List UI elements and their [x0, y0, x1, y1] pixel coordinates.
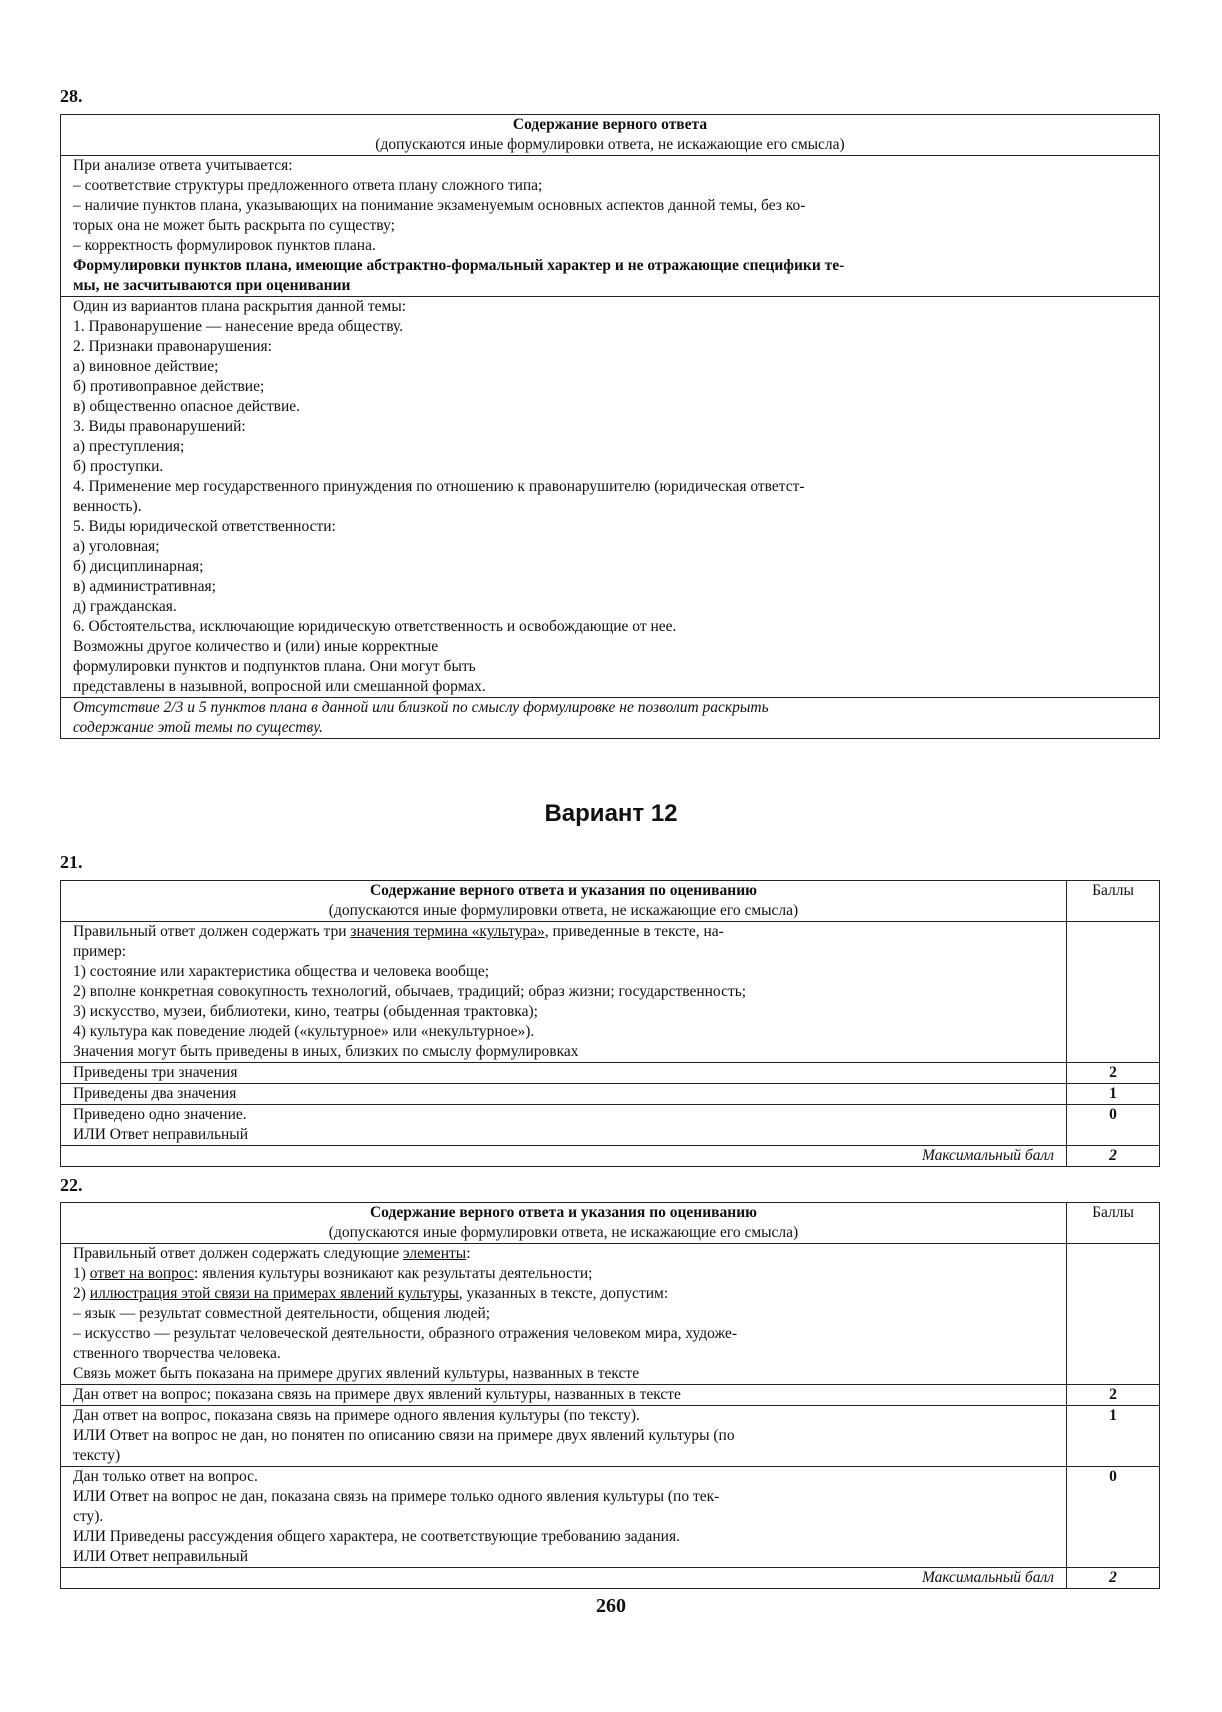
- task-28-plan: [61, 297, 1160, 698]
- task-21-max-row: [61, 1146, 1160, 1167]
- criterion-line: Дан ответ на вопрос; показана связь на примере двух явлений культуры, названных в тексте: [73, 1386, 681, 1403]
- plan-line: б) противоправное действие;: [73, 378, 265, 395]
- criterion-score: 2: [1067, 1385, 1160, 1406]
- criteria-item: – наличие пунктов плана, указывающих на понимание экзаменуемым основных аспектов данной темы, без ко-: [73, 197, 806, 214]
- answer-line: 1) состояние или характеристика общества и человека вообще;: [73, 963, 490, 980]
- task-22-criterion-row: [61, 1467, 1160, 1568]
- plan-line: а) уголовная;: [73, 538, 160, 555]
- task-22-table: [60, 1202, 1160, 1589]
- answer-line: [73, 1284, 1054, 1304]
- answer-line: [73, 922, 1054, 942]
- answer-text: , приведенные в тексте, на-: [544, 923, 724, 940]
- criterion-score: 0: [1067, 1467, 1160, 1568]
- answer-text: , указанных в тексте, допустим:: [458, 1285, 669, 1302]
- task-22-header-title: Содержание верного ответа и указания по оцениванию: [369, 1204, 757, 1221]
- answer-line: 2) вполне конкретная совокупность технологий, обычаев, традиций; образ жизни; государственность;: [73, 983, 747, 1000]
- task-22-max-row: [61, 1568, 1160, 1589]
- task-21-criterion-row: [61, 1084, 1160, 1105]
- task-22-answer-row: [61, 1244, 1160, 1385]
- plan-line: 4. Применение мер государственного принуждения по отношению к правонарушителю (юридическая ответст-: [73, 478, 805, 495]
- criterion-score: 1: [1067, 1084, 1160, 1105]
- plan-line: в) административная;: [73, 578, 216, 595]
- criterion-text: Приведены три значения: [61, 1063, 1067, 1084]
- task-22-answer: [61, 1244, 1067, 1385]
- answer-line: пример:: [73, 943, 127, 960]
- task-28-table: [60, 114, 1160, 739]
- answer-line: ственного творчества человека.: [73, 1345, 281, 1362]
- criterion-text: [61, 1105, 1067, 1146]
- task-21-answer-row: [61, 922, 1160, 1063]
- plan-line: д) гражданская.: [73, 598, 177, 615]
- plan-line: 6. Обстоятельства, исключающие юридическую ответственность и освобождающие от нее.: [73, 618, 677, 635]
- plan-line: в) общественно опасное действие.: [73, 398, 301, 415]
- task-28-number: 28.: [60, 86, 83, 106]
- criteria-bold-note: мы, не засчитываются при оценивании: [73, 277, 351, 294]
- task-21-criterion-row: [61, 1063, 1160, 1084]
- criterion-line: сту).: [73, 1508, 104, 1525]
- criterion-line: ИЛИ Ответ неправильный: [73, 1548, 249, 1565]
- task-22-header-subtitle: (допускаются иные формулировки ответа, не искажающие его смысла): [328, 1224, 799, 1241]
- answer-line: [73, 1244, 1054, 1264]
- criterion-line: тексту): [73, 1447, 121, 1464]
- answer-line: [73, 1264, 1054, 1284]
- criteria-item: торых она не может быть раскрыта по существу;: [73, 217, 395, 234]
- task-28-header-row: [61, 115, 1160, 156]
- task-28-header-subtitle: (допускаются иные формулировки ответа, не искажающие его смысла): [375, 136, 845, 153]
- plan-line: представлены в назывной, вопросной или смешанной формах.: [73, 678, 486, 695]
- criterion-line: ИЛИ Ответ неправильный: [73, 1126, 249, 1143]
- task-22-answer-score: [1067, 1244, 1160, 1385]
- italic-note-line: содержание этой темы по существу.: [73, 719, 323, 736]
- criterion-score: 2: [1067, 1063, 1160, 1084]
- task-21-header-row: [61, 881, 1160, 922]
- task-28-criteria: [61, 156, 1160, 297]
- italic-note-line: Отсутствие 2/3 и 5 пунктов плана в данной или близкой по смыслу формулировке не позволит раскрыть: [73, 699, 769, 716]
- answer-line: – искусство — результат человеческой деятельности, образного отражения человеком мира, художе-: [73, 1325, 738, 1342]
- answer-line: Значения могут быть приведены в иных, близких по смыслу формулировках: [73, 1043, 579, 1060]
- answer-line: – язык — результат совместной деятельности, общения людей;: [73, 1305, 491, 1322]
- task-21-score-header: Баллы: [1067, 881, 1160, 922]
- criterion-line: ИЛИ Ответ на вопрос не дан, но понятен по описанию связи на примере двух явлений культуры (по: [73, 1427, 735, 1444]
- task-22-criterion-row: [61, 1406, 1160, 1467]
- answer-text: 1): [73, 1265, 90, 1282]
- task-22-header: [61, 1203, 1067, 1244]
- plan-line: 1. Правонарушение — нанесение вреда обществу.: [73, 318, 404, 335]
- answer-text: : явления культуры возникают как результаты деятельности;: [193, 1265, 593, 1282]
- plan-line: 3. Виды правонарушений:: [73, 418, 246, 435]
- max-score-label: Максимальный балл: [61, 1568, 1067, 1589]
- max-score-label: Максимальный балл: [61, 1146, 1067, 1167]
- answer-underlined-text: ответ на вопрос: [89, 1265, 194, 1282]
- task-21-header-subtitle: (допускаются иные формулировки ответа, не искажающие его смысла): [328, 902, 799, 919]
- answer-text: 2): [73, 1285, 90, 1302]
- answer-text: :: [466, 1245, 471, 1262]
- plan-line: 2. Признаки правонарушения:: [73, 338, 272, 355]
- plan-line: Один из вариантов плана раскрытия данной темы:: [73, 298, 407, 315]
- answer-text: Правильный ответ должен содержать следующие: [73, 1245, 404, 1262]
- plan-line: формулировки пунктов и подпунктов плана. Они могут быть: [73, 658, 476, 675]
- criterion-score: 1: [1067, 1406, 1160, 1467]
- plan-line: Возможны другое количество и (или) иные корректные: [73, 638, 439, 655]
- task-22-header-row: [61, 1203, 1160, 1244]
- answer-underlined-text: значения термина «культура»: [350, 923, 545, 940]
- plan-line: 5. Виды юридической ответственности:: [73, 518, 336, 535]
- criterion-line: ИЛИ Приведены рассуждения общего характера, не соответствующие требованию задания.: [73, 1528, 680, 1545]
- task-28-italic-note: [61, 698, 1160, 739]
- criterion-line: Дан ответ на вопрос, показана связь на примере одного явления культуры (по тексту).: [73, 1407, 640, 1424]
- variant-title: Вариант 12: [544, 800, 678, 827]
- criterion-line: Приведено одно значение.: [73, 1106, 247, 1123]
- answer-line: Связь может быть показана на примере других явлений культуры, названных в тексте: [73, 1365, 640, 1382]
- criterion-line: ИЛИ Ответ на вопрос не дан, показана связь на примере только одного явления культуры (по тек-: [73, 1488, 720, 1505]
- max-score-value: 2: [1067, 1568, 1160, 1589]
- criterion-text: [61, 1385, 1067, 1406]
- criterion-line: Дан только ответ на вопрос.: [73, 1468, 258, 1485]
- answer-underlined-text: элементы: [403, 1245, 467, 1262]
- criteria-bold-note: Формулировки пунктов плана, имеющие абстрактно-формальный характер и не отражающие специфики те-: [73, 257, 845, 274]
- task-21-header: [61, 881, 1067, 922]
- answer-text: Правильный ответ должен содержать три: [73, 923, 351, 940]
- plan-line: а) виновное действие;: [73, 358, 219, 375]
- max-score-value: 2: [1067, 1146, 1160, 1167]
- criterion-text: [61, 1406, 1067, 1467]
- task-21-table: [60, 880, 1160, 1167]
- task-21-header-title: Содержание верного ответа и указания по оцениванию: [369, 882, 757, 899]
- plan-line: венность).: [73, 498, 142, 515]
- criteria-item: – соответствие структуры предложенного ответа плану сложного типа;: [73, 177, 543, 194]
- page-number: 260: [596, 1595, 626, 1617]
- criteria-item: – корректность формулировок пунктов плана.: [73, 237, 376, 254]
- plan-line: б) дисциплинарная;: [73, 558, 204, 575]
- answer-line: 3) искусство, музеи, библиотеки, кино, театры (обыденная трактовка);: [73, 1003, 538, 1020]
- answer-underlined-text: иллюстрация этой связи на примерах явлений культуры: [89, 1285, 459, 1302]
- task-28-criteria-row: [61, 156, 1160, 297]
- task-28-note-row: [61, 698, 1160, 739]
- criterion-text: Приведены два значения: [61, 1084, 1067, 1105]
- task-28-header: [61, 115, 1160, 156]
- task-21-answer-score: [1067, 922, 1160, 1063]
- criterion-score: 0: [1067, 1105, 1160, 1146]
- answer-line: 4) культура как поведение людей («культурное» или «некультурное»).: [73, 1023, 535, 1040]
- task-22-criterion-row: [61, 1385, 1160, 1406]
- criterion-text: [61, 1467, 1067, 1568]
- task-22-number: 22.: [60, 1175, 83, 1195]
- task-21-number: 21.: [60, 852, 83, 872]
- criteria-intro: При анализе ответа учитывается:: [73, 157, 293, 174]
- plan-line: а) преступления;: [73, 438, 185, 455]
- task-28-header-title: Содержание верного ответа: [512, 116, 708, 133]
- task-21-criterion-row: [61, 1105, 1160, 1146]
- task-22-score-header: Баллы: [1067, 1203, 1160, 1244]
- task-28-plan-row: [61, 297, 1160, 698]
- plan-line: б) проступки.: [73, 458, 164, 475]
- task-21-answer: [61, 922, 1067, 1063]
